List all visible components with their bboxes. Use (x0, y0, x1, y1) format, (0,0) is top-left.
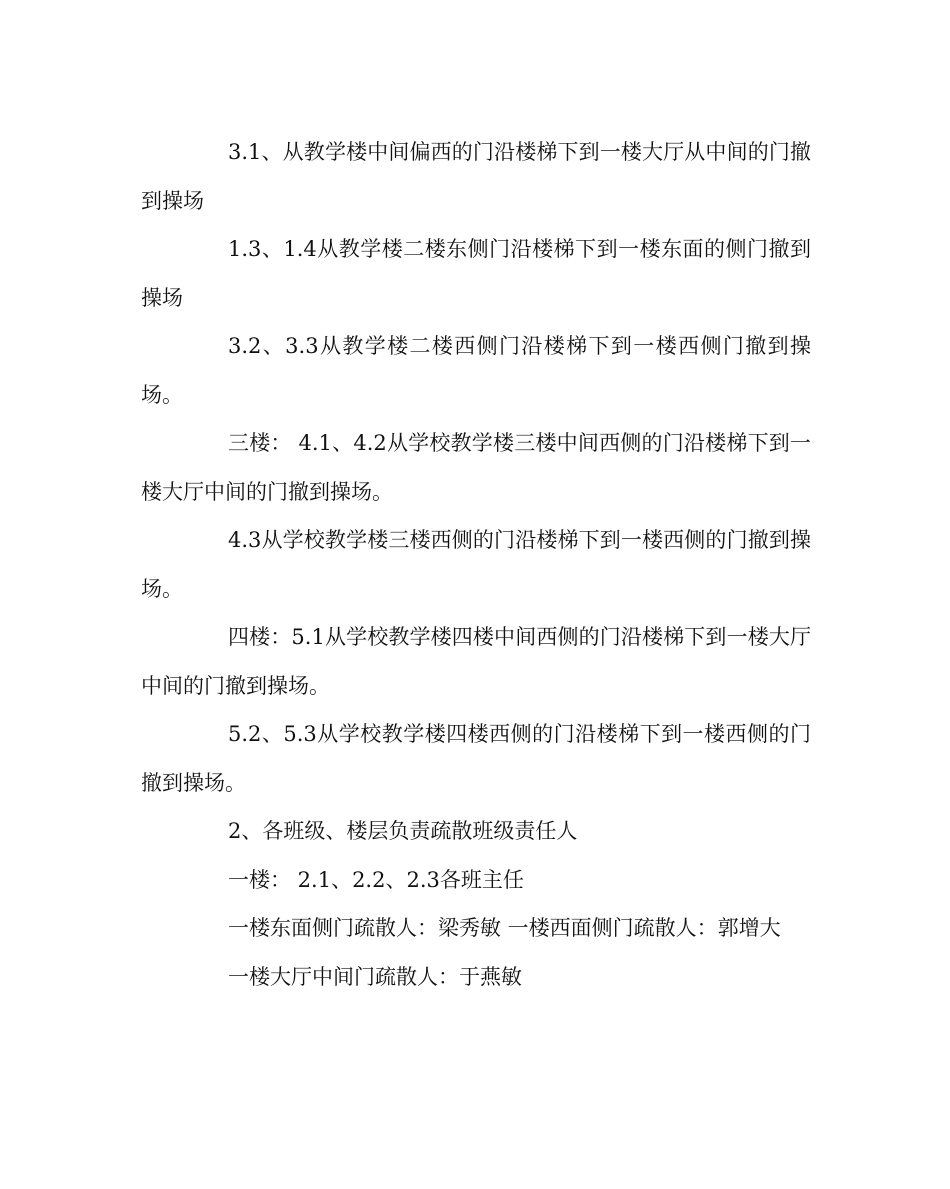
paragraph: 四楼：5.1从学校教学楼四楼中间西侧的门沿楼梯下到一楼大厅中间的门撤到操场。 (141, 625, 811, 698)
paragraph: 4.3从学校教学楼三楼西侧的门沿楼梯下到一楼西侧的门撤到操场。 (141, 528, 811, 601)
document-body (141, 128, 811, 1001)
paragraph: 三楼： 4.1、4.2从学校教学楼三楼中间西侧的门沿楼梯下到一楼大厅中间的门撤到操场。 (141, 431, 811, 504)
paragraph: 3.2、3.3从教学楼二楼西侧门沿楼梯下到一楼西侧门撤到操场。 (141, 334, 811, 407)
paragraph: 3.1、从教学楼中间偏西的门沿楼梯下到一楼大厅从中间的门撤到操场 (141, 140, 811, 213)
paragraph: 5.2、5.3从学校教学楼四楼西侧的门沿楼梯下到一楼西侧的门撤到操场。 (141, 722, 811, 795)
paragraph: 一楼东面侧门疏散人：梁秀敏 一楼西面侧门疏散人：郭增大 (228, 916, 781, 940)
paragraph: 一楼大厅中间门疏散人：于燕敏 (228, 964, 522, 989)
paragraph: 一楼： 2.1、2.2、2.3各班主任 (228, 867, 524, 892)
paragraph: 2、各班级、楼层负责疏散班级责任人 (228, 819, 578, 843)
paragraph: 1.3、1.4从教学楼二楼东侧门沿楼梯下到一楼东面的侧门撤到操场 (141, 237, 811, 310)
